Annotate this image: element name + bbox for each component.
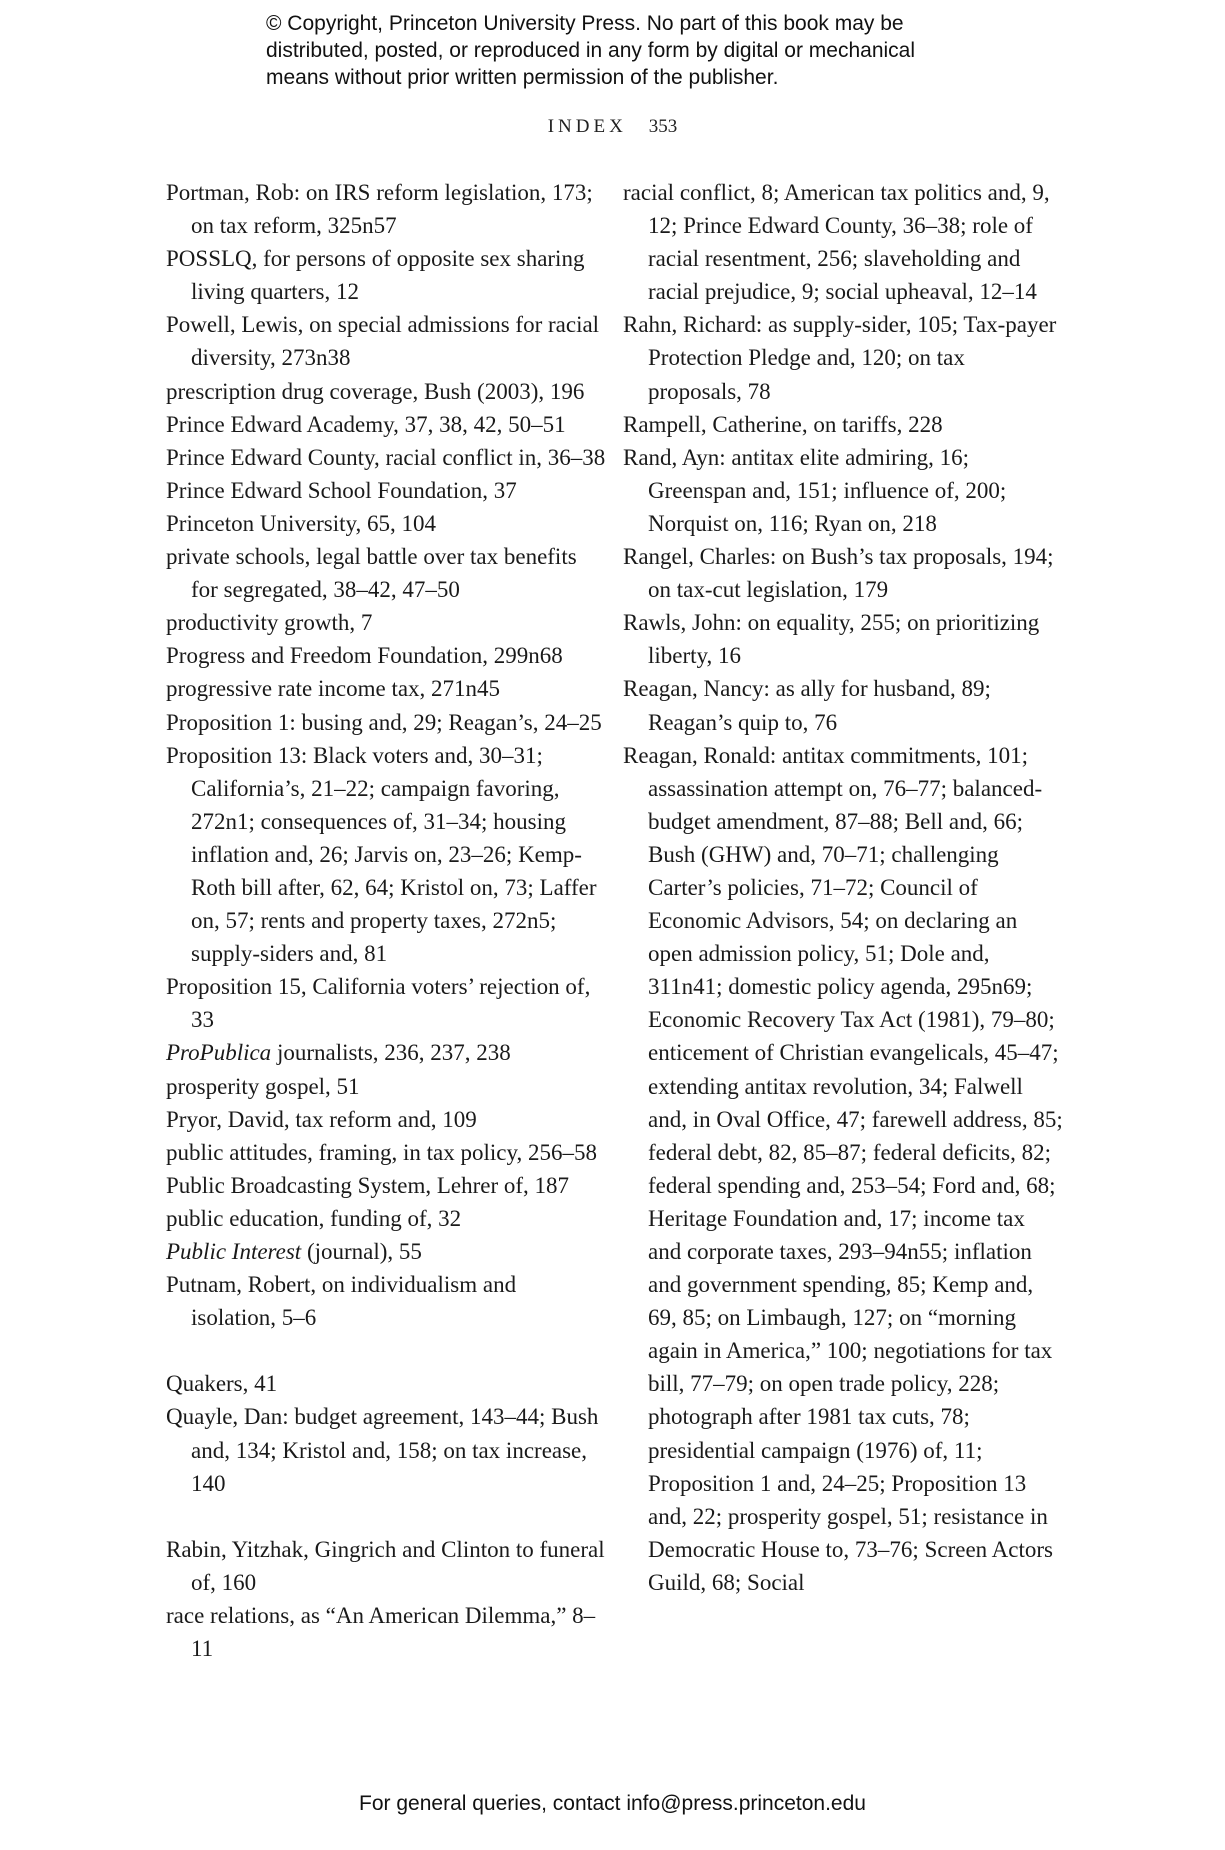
index-entry-text: Rangel, Charles: on Bush’s tax proposals, 194; on tax-cut legislation, 179 — [623, 544, 1054, 603]
index-entry — [166, 1103, 606, 1136]
index-entry-text: Proposition 13: Black voters and, 30–31; California’s, 21–22; campaign favoring, 272n1; consequences of, 31–34; housing inflation and, 26; Jarvis on, 23–26; Kemp-Roth bill after, 62, 64; Kristol on, 73; Laffer on, 57; rents and property taxes, 272n5; supply-siders and, 81 — [166, 742, 597, 967]
index-entry-title: ProPublica — [166, 1040, 272, 1066]
index-entry — [166, 176, 606, 242]
index-entry-text: Quakers, 41 — [166, 1371, 278, 1397]
index-entry — [166, 1235, 606, 1268]
index-entry — [623, 408, 1063, 441]
running-head-label: INDEX — [547, 116, 627, 137]
copyright-notice — [266, 10, 1026, 91]
index-entry — [166, 507, 606, 540]
index-entry — [623, 606, 1063, 672]
index-entry — [623, 176, 1063, 308]
index-entry — [166, 308, 606, 374]
index-entry-text: Rand, Ayn: antitax elite admiring, 16; Greenspan and, 151; influence of, 200; Norquist on, 116; Ryan on, 218 — [623, 444, 1007, 536]
index-entry — [166, 706, 606, 739]
index-column-right — [623, 176, 1063, 1599]
index-entry-text: POSSLQ, for persons of opposite sex sharing living quarters, 12 — [166, 246, 585, 305]
page-number: 353 — [648, 116, 678, 137]
index-entry — [623, 441, 1063, 540]
index-entry-text: Quayle, Dan: budget agreement, 143–44; Bush and, 134; Kristol and, 158; on tax increase, 140 — [166, 1404, 599, 1496]
index-column-left — [166, 176, 606, 1665]
index-entry-text: prosperity gospel, 51 — [166, 1073, 360, 1099]
index-entry — [623, 672, 1063, 738]
index-entry-text: public attitudes, framing, in tax policy, 256–58 — [166, 1139, 597, 1165]
index-entry-text: public education, funding of, 32 — [166, 1205, 462, 1231]
index-entry — [166, 375, 606, 408]
index-entry — [166, 1136, 606, 1169]
index-entry-text: Reagan, Nancy: as ally for husband, 89; Reagan’s quip to, 76 — [623, 676, 991, 735]
index-entry — [166, 672, 606, 705]
index-entry-text: Prince Edward Academy, 37, 38, 42, 50–51 — [166, 411, 566, 437]
index-entry-title: Public Interest — [166, 1239, 302, 1264]
index-entry — [166, 739, 606, 971]
index-entry — [623, 739, 1063, 1599]
index-entry-text: Rampell, Catherine, on tariffs, 228 — [623, 411, 943, 437]
index-entry-text: Rabin, Yitzhak, Gingrich and Clinton to funeral of, 160 — [166, 1536, 605, 1595]
index-entry-text: racial conflict, 8; American tax politics and, 9, 12; Prince Edward County, 36–38; role of racial resentment, 256; slaveholding and racial prejudice, 9; social upheaval, 12–14 — [623, 180, 1050, 305]
index-entry-text: Proposition 15, California voters’ rejection of, 33 — [166, 974, 591, 1033]
index-entry — [623, 308, 1063, 407]
footer-contact: For general queries, contact info@press.princeton.edu — [359, 1792, 866, 1815]
copyright-line: distributed, posted, or reproduced in any form by digital or mechanical — [266, 39, 916, 62]
index-entry-text: Progress and Freedom Foundation, 299n68 — [166, 643, 563, 669]
index-entry-text: Princeton University, 65, 104 — [166, 510, 437, 536]
index-entry-text: Reagan, Ronald: antitax commitments, 101; assassination attempt on, 76–77; balanced-budget amendment, 87–88; Bell and, 66; Bush (GHW) and, 70–71; challenging Carter’s policies, 71–72; Council of Economic Advisors, 54; on declaring an open admission policy, 51; Dole and, 311n41; domestic policy agenda, 295n69; Economic Recovery Tax Act (1981), 79–80; enticement of Christian evangelicals, 45–47; extending antitax revolution, 34; Falwell and, in Oval Office, 47; farewell address, 85; federal debt, 82, 85–87; federal deficits, 82; federal spending and, 253–54; Ford and, 68; Heritage Foundation and, 17; income tax and corporate taxes, 293–94n55; inflation and government spending, 85; Kemp and, 69, 85; on Limbaugh, 127; on “morning again in America,” 100; negotiations for tax bill, 77–79; on open trade policy, 228; photograph after 1981 tax cuts, 78; presidential campaign (1976) of, 11; Proposition 1 and, 24–25; Proposition 13 and, 22; prosperity gospel, 51; resistance in Democratic House to, 73–76; Screen Actors Guild, 68; Social — [623, 742, 1063, 1595]
index-entry — [166, 408, 606, 441]
index-entry-text: race relations, as “An American Dilemma,” 8–11 — [166, 1603, 596, 1662]
index-entry-text: Proposition 1: busing and, 29; Reagan’s, 24–25 — [166, 709, 602, 735]
index-entry — [166, 970, 606, 1036]
index-entry — [166, 1268, 606, 1334]
index-entry — [623, 540, 1063, 606]
index-entry — [166, 1400, 606, 1499]
index-entry-text: productivity growth, 7 — [166, 610, 373, 636]
index-entry-text: Rahn, Richard: as supply-sider, 105; Tax-payer Protection Pledge and, 120; on tax proposals, 78 — [623, 312, 1057, 404]
index-entry — [166, 1169, 606, 1202]
index-entry — [166, 474, 606, 507]
index-entry-text: prescription drug coverage, Bush (2003), 196 — [166, 378, 585, 404]
index-entry-text: Prince Edward School Foundation, 37 — [166, 477, 517, 503]
index-entry — [166, 1036, 606, 1069]
running-head — [0, 116, 1225, 138]
index-entry-text: Putnam, Robert, on individualism and isolation, 5–6 — [166, 1272, 517, 1331]
index-entry-text: Powell, Lewis, on special admissions for racial diversity, 273n38 — [166, 312, 600, 371]
index-entry — [166, 540, 606, 606]
index-entry-text: (journal), 55 — [301, 1239, 422, 1264]
index-entry-text: Portman, Rob: on IRS reform legislation, 173; on tax reform, 325n57 — [166, 180, 593, 239]
index-entry — [166, 1202, 606, 1235]
index-entry-text: Rawls, John: on equality, 255; on prioritizing liberty, 16 — [623, 610, 1040, 669]
index-entry-text: journalists, 236, 237, 238 — [271, 1040, 511, 1066]
index-entry — [166, 1070, 606, 1103]
index-entry — [166, 606, 606, 639]
index-entry — [166, 1367, 606, 1400]
index-entry-text: private schools, legal battle over tax benefits for segregated, 38–42, 47–50 — [166, 544, 577, 603]
copyright-line: means without prior written permission of the publisher. — [266, 66, 779, 89]
index-entry-text: Pryor, David, tax reform and, 109 — [166, 1106, 477, 1132]
index-entry-text: Prince Edward County, racial conflict in, 36–38 — [166, 444, 606, 470]
index-entry-text: Public Broadcasting System, Lehrer of, 187 — [166, 1172, 570, 1198]
index-entry — [166, 441, 606, 474]
index-entry — [166, 639, 606, 672]
index-entry-text: progressive rate income tax, 271n45 — [166, 676, 501, 702]
index-entry — [166, 1599, 606, 1665]
index-entry — [166, 1533, 606, 1599]
copyright-line: © Copyright, Princeton University Press. No part of this book may be — [266, 12, 904, 35]
index-entry — [166, 242, 606, 308]
